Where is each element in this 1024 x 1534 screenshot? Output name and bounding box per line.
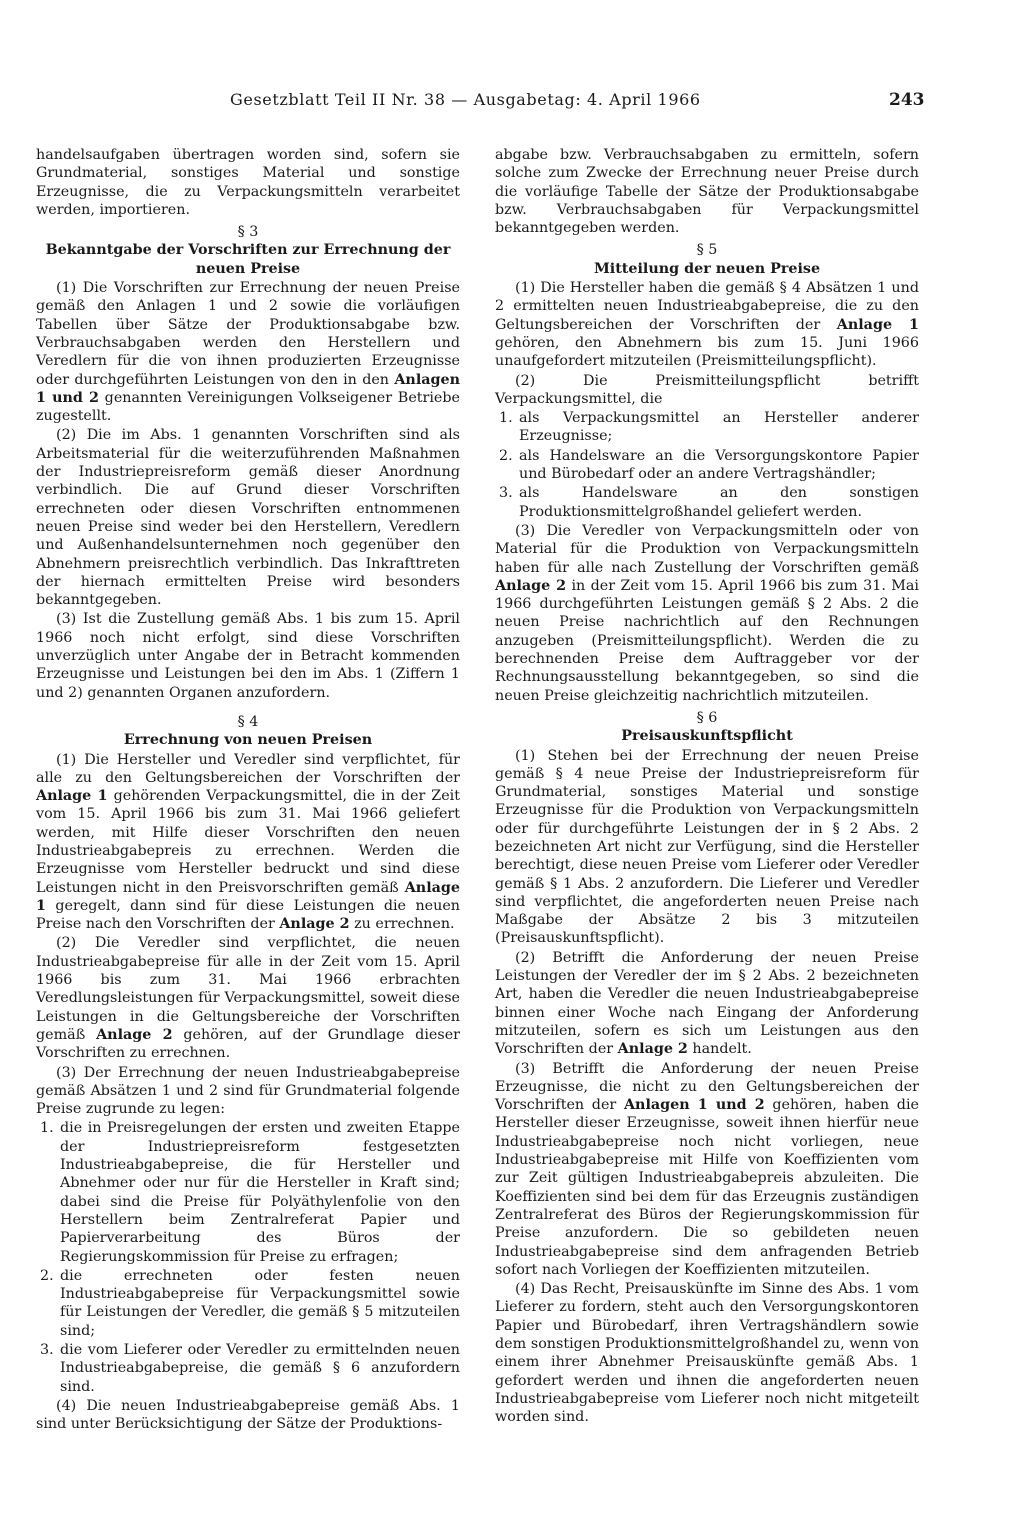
paragraph: (1) Die Vorschriften zur Errechnung der neuen Preise gemäß den Anlagen 1 und 2 sowie die vorläufigen Tabellen über Sätze der Produktionsabgabe bzw. Verbrauchsabgaben werden den Herstellern und Veredlern für die von ihnen produzierten Erzeugnisse oder durchgeführten Leistungen von den in den Anlagen 1 und 2 genannten Vereinigungen Volkseigener Betriebe zugestellt. [36, 280, 460, 425]
list-item: 1. als Verpackungsmittel an Hersteller anderer Erzeugnisse; [499, 410, 919, 445]
right-column [495, 146, 919, 1427]
section-title: Preisauskunftspflicht [621, 728, 793, 745]
list-item: 3. die vom Lieferer oder Veredler zu ermittelnden neuen Industrieabgabepreise, die gemäß § 6 anzufordern sind. [40, 1342, 460, 1395]
paragraph: (1) Stehen bei der Errechnung der neuen Preise gemäß § 4 neue Preise der Industriepreisreform für Grundmaterial, sonstiges Material und sonstige Erzeugnisse für die Produktion von Verpackungsmitteln oder für durchgeführte Leistungen der in § 2 Abs. 2 bezeichneten Art nicht zur Verfügung, sind die Hersteller berechtigt, diese neuen Preise vom Lieferer oder Veredler gemäß § 1 Abs. 2 anzufordern. Die Lieferer und Veredler sind verpflichtet, die angeforderten neuen Preise nach Maßgabe der Absätze 2 bis 3 mitzuteilen (Preisauskunftspflicht). [495, 747, 919, 947]
section-title: Errechnung von neuen Preisen [123, 732, 373, 749]
section-title: Bekanntgabe der Vorschriften zur Errechnung der neuen Preise [45, 242, 451, 277]
paragraph: (1) Die Hersteller haben die gemäß § 4 Absätzen 1 und 2 ermittelten neuen Industrieabgabepreise, die zu den Geltungsbereichen der Vorschriften der Anlage 1 gehören, den Abnehmern bis zum 15. Juni 1966 unaufgefordert mitzuteilen (Preismitteilungspflicht). [495, 280, 919, 370]
paragraph: (4) Das Recht, Preisauskünfte im Sinne des Abs. 1 vom Lieferer zu fordern, steht auch den Versorgungskontoren Papier und Bürobedarf, ihren Vertragshändlern sowie dem sonstigen Produktionsmittelgroßhandel zu, wenn von einem ihrer Abnehmer Preisauskünfte gemäß Abs. 1 gefordert werden und ihnen die angeforderten neuen Industrieabgabepreise vom Lieferer noch nicht mitgeteilt worden sind. [495, 1281, 919, 1426]
section-number: § 5 [696, 242, 718, 259]
paragraph: (4) Die neuen Industrieabgabepreise gemäß Abs. 1 sind unter Berücksichtigung der Sätze der Produktions- [36, 1397, 460, 1433]
section-number: § 6 [696, 709, 718, 726]
section-number: § 4 [237, 713, 259, 730]
paragraph: (2) Die im Abs. 1 genannten Vorschriften sind als Arbeitsmaterial für die weiterzuführenden Maßnahmen der Industriepreisreform gemäß dieser Anordnung verbindlich. Die auf Grund dieser Vorschriften errechneten oder diesen Vorschriften entnommenen neuen Preise sind weder bei den Herstellern, Veredlern und Außenhandelsunternehmen noch gegenüber den Abnehmern preisrechtlich verbindlich. Das Inkrafttreten der hiernach ermittelten Preise wird besonders bekanntgegeben. [36, 427, 460, 609]
section-title: Mitteilung der neuen Preise [593, 260, 821, 277]
paragraph: (3) Betrifft die Anforderung der neuen Preise Erzeugnisse, die nicht zu den Geltungsbereichen der Vorschriften der Anlagen 1 und 2 gehören, haben die Hersteller dieser Erzeugnisse, soweit ihnen hierfür neue Industrieabgabepreise noch nicht vorliegen, neue Industrieabgabepreise mit Hilfe von Koeffizienten vom zur Zeit gültigen Industrieabgabepreis abzuleiten. Die Koeffizienten sind bei dem für das Erzeugnis zuständigen Zentralreferat des Büros der Regierungskommission für Preise anzufordern. Die so gebildeten neuen Industrieabgabepreise sind dem anfragenden Betrieb sofort nach Vorliegen der Koeffizienten mitzuteilen. [495, 1060, 919, 1278]
paragraph: (3) Der Errechnung der neuen Industrieabgabepreise gemäß Absätzen 1 und 2 sind für Grundmaterial folgende Preise zugrunde zu legen: [36, 1064, 460, 1118]
list-item: 2. als Handelsware an die Versorgungskontore Papier und Bürobedarf oder an andere Vertragshändler; [499, 447, 919, 483]
paragraph: abgabe bzw. Verbrauchsabgaben zu ermitteln, sofern solche zum Zwecke der Errechnung neuer Preise durch die vorläufige Tabelle der Sätze der Produktionsabgabe bzw. Verbrauchsabgaben für Verpackungsmittel bekanntgegeben werden. [495, 147, 919, 237]
list-item: 1. die in Preisregelungen der ersten und zweiten Etappe der Industriepreisreform festgesetzten Industrieabgabepreise, die für Hersteller und Abnehmer oder nur für die Hersteller in Kraft sind; dabei sind die Preise für Polyäthylenfolie von den Herstellern beim Zentralreferat Papier und Papierverarbeitung des Büros der Regierungskommission für Preise zu erfragen; [40, 1120, 460, 1265]
header-title: Gesetzblatt Teil II Nr. 38 — Ausgabetag: 4. April 1966 [230, 90, 701, 109]
paragraph: (1) Die Hersteller und Veredler sind verpflichtet, für alle zu den Geltungsbereichen der Vorschriften der Anlage 1 gehörenden Verpackungsmittel, die in der Zeit vom 15. April 1966 bis zum 31. Mai 1966 geliefert werden, mit Hilfe dieser Vorschriften den neuen Industrieabgabepreis zu errechnen. Werden die Erzeugnisse vom Hersteller bedruckt und sind diese Leistungen nicht in den Preisvorschriften gemäß Anlage 1 geregelt, dann sind für diese Leistungen die neuen Preise nach den Vorschriften der Anlage 2 zu errechnen. [36, 751, 461, 933]
page-header [0, 88, 1024, 112]
paragraph: (2) Die Preismitteilungspflicht betrifft Verpackungsmittel, die [495, 372, 919, 407]
section-number: § 3 [237, 224, 259, 241]
page-number: 243 [889, 90, 925, 110]
left-column [36, 146, 460, 1434]
paragraph: (3) Ist die Zustellung gemäß Abs. 1 bis zum 15. April 1966 noch nicht erfolgt, sind diese Vorschriften unverzüglich unter Angabe der in Betracht kommenden Erzeugnisse und Leistungen bei den im Abs. 1 (Ziffern 1 und 2) genannten Organen anzufordern. [36, 611, 460, 701]
list-item: 2. die errechneten oder festen neuen Industrieabgabepreise für Verpackungsmittel sowie für Leistungen der Veredler, die gemäß § 5 mitzuteilen sind; [40, 1267, 460, 1339]
paragraph: (2) Betrifft die Anforderung der neuen Preise Leistungen der Veredler der im § 2 Abs. 2 bezeichneten Art, haben die Veredler die neuen Industrieabgabepreise binnen einer Woche nach Eingang der Anforderung mitzuteilen, sofern es sich um Leistungen aus den Vorschriften der Anlage 2 handelt. [495, 949, 919, 1058]
list-item: 3. als Handelsware an den sonstigen Produktionsmittelgroßhandel geliefert werden. [499, 485, 919, 520]
paragraph: handelsaufgaben übertragen worden sind, sofern sie Grundmaterial, sonstiges Material und sonstige Erzeugnisse, die zu Verpackungsmitteln verarbeitet werden, importieren. [36, 147, 460, 218]
paragraph: (2) Die Veredler sind verpflichtet, die neuen Industrieabgabepreise für alle in der Zeit vom 15. April 1966 bis zum 31. Mai 1966 erbrachten Veredlungsleistungen für Verpackungsmittel, soweit diese Leistungen in die Geltungsbereiche der Vorschriften gemäß Anlage 2 gehören, auf der Grundlage dieser Vorschriften zu errechnen. [36, 935, 460, 1062]
paragraph: (3) Die Veredler von Verpackungsmitteln oder von Material für die Produktion von Verpackungsmitteln haben für alle nach Zustellung der Vorschriften gemäß Anlage 2 in der Zeit vom 15. April 1966 bis zum 31. Mai 1966 durchgeführten Leistungen gemäß § 2 Abs. 2 die neuen Preise nachrichtlich auf den Rechnungen anzugeben (Preismitteilungspflicht). Werden die zu berechnenden Preise dem Auftraggeber vor der Rechnungsausstellung bekanntgegeben, so sind die neuen Preise gleichzeitig nachrichtlich mitzuteilen. [495, 522, 919, 704]
